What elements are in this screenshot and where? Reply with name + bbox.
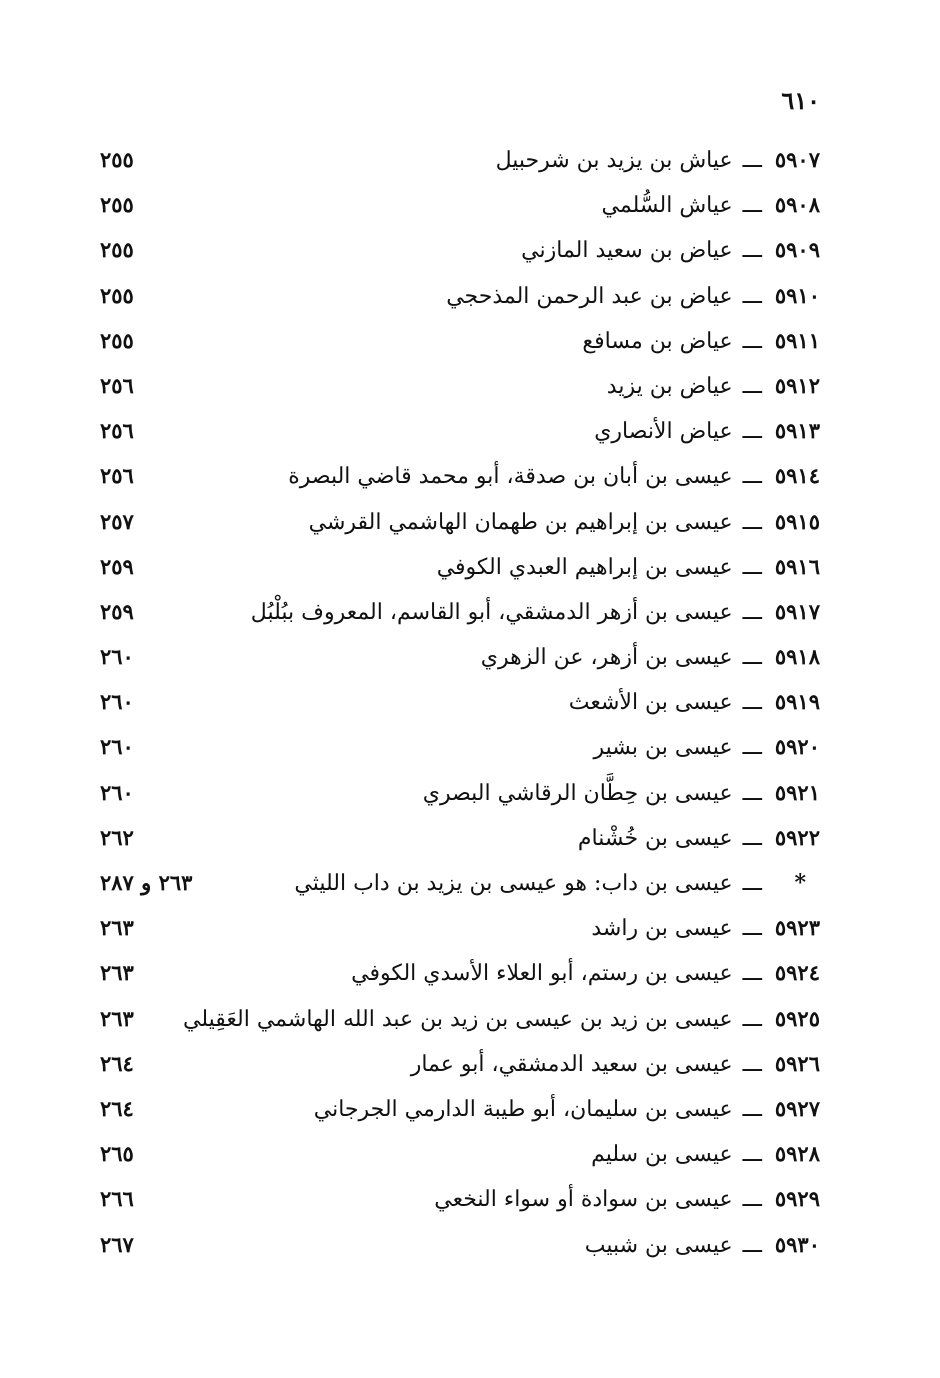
entry-page-ref: ٢٦٠: [100, 689, 134, 715]
entry-number: ٥٩١٥: [774, 508, 820, 534]
index-entry: [100, 276, 820, 321]
entry-number: ٥٩٢٠: [774, 734, 820, 760]
entry-page-ref: ٢٥٥: [100, 327, 134, 353]
index-entry: [100, 637, 820, 682]
entry-separator: ـــ: [742, 916, 762, 942]
entry-number: ٥٩٢٦: [774, 1050, 820, 1076]
entry-number: ٥٩١٤: [774, 463, 820, 489]
entry-separator: ـــ: [742, 554, 762, 580]
entry-number: ٥٩٢١: [774, 779, 820, 805]
index-entry: [100, 547, 820, 592]
index-entry: [100, 682, 820, 727]
entry-number: ٥٩٢٥: [774, 1005, 820, 1031]
index-entry: [100, 140, 820, 185]
entry-separator: ـــ: [742, 419, 762, 445]
entry-name: عيسى بن سليمان، أبو طيبة الدارمي الجرجاني: [313, 1096, 733, 1122]
entry-separator: ـــ: [742, 871, 762, 896]
asterisk-icon: *: [794, 870, 806, 896]
entry-separator: ـــ: [742, 735, 762, 761]
entry-page-ref: ٢٦٠: [100, 734, 134, 760]
entry-number: ٥٩١٧: [774, 598, 820, 624]
index-entry: [100, 727, 820, 772]
entry-number: ٥٩٢٩: [774, 1186, 820, 1212]
entry-page-ref: ٢٥٩: [100, 553, 134, 579]
entry-name: عياض بن سعيد المازني: [521, 238, 733, 264]
entry-separator: ـــ: [742, 283, 762, 309]
entry-page-ref: ٢٦٤: [100, 1050, 134, 1076]
entry-name: عيسى بن شبيب: [584, 1232, 733, 1258]
entry-number: ٥٩٢٨: [774, 1141, 820, 1167]
entry-number: ٥٩٠٩: [774, 237, 820, 263]
entry-separator: ـــ: [742, 1142, 762, 1168]
entry-separator: ـــ: [742, 373, 762, 399]
entry-number: ٥٩١٦: [774, 553, 820, 579]
entry-separator: ـــ: [742, 690, 762, 716]
entry-page-ref: ٢٦٤: [100, 1095, 134, 1121]
entry-name: عيسى بن أبان بن صدقة، أبو محمد قاضي البصرة: [288, 464, 733, 490]
entry-separator: ـــ: [742, 825, 762, 851]
index-entry: [100, 908, 820, 953]
entry-name: عيسى بن سوادة أو سواء النخعي: [434, 1187, 733, 1213]
entry-number: ٥٩٢٧: [774, 1095, 820, 1121]
entry-page-ref: ٢٦٣: [100, 915, 134, 941]
index-entry: [100, 592, 820, 637]
entry-separator: ـــ: [742, 1187, 762, 1213]
index-entry: [100, 321, 820, 366]
entry-page-ref: ٢٦٧: [100, 1231, 134, 1257]
entry-number: ٥٩٢٣: [774, 915, 820, 941]
entry-separator: ـــ: [742, 464, 762, 490]
entry-page-ref: ٢٦٣: [100, 1005, 134, 1031]
entry-page-ref: ٢٥٦: [100, 372, 134, 398]
entry-number: ٥٩١١: [774, 327, 820, 353]
index-entry: [100, 953, 820, 998]
entry-number: ٥٩٠٧: [774, 147, 820, 172]
entry-number: ٥٩٠٨: [774, 192, 820, 218]
entry-number: ٥٩١٩: [774, 689, 820, 715]
entry-name: عياض بن يزيد: [606, 373, 733, 399]
entry-name: عيسى بن أزهر، عن الزهري: [480, 645, 733, 671]
entry-name: عيسى بن إبراهيم العبدي الكوفي: [436, 554, 733, 580]
entry-separator: ـــ: [742, 509, 762, 535]
entry-page-ref: ٢٦٦: [100, 1186, 134, 1212]
page-number: ٦١٠: [781, 86, 820, 115]
entry-separator: ـــ: [742, 328, 762, 354]
entry-separator: ـــ: [742, 780, 762, 806]
entry-name: عياض بن مسافع: [582, 328, 733, 354]
index-entry: [100, 456, 820, 501]
index-entry: [100, 1225, 820, 1270]
index-entry: [100, 1134, 820, 1179]
entry-page-ref: ٢٦٠: [100, 779, 134, 805]
index-entry-cross-reference: [100, 863, 820, 908]
index-entry: [100, 411, 820, 456]
entry-page-ref: ٢٦٢: [100, 824, 134, 850]
index-entry: [100, 773, 820, 818]
index-entry: [100, 502, 820, 547]
entry-page-ref: ٢٥٦: [100, 418, 134, 444]
entry-page-ref: ٢٥٥: [100, 237, 134, 263]
entry-page-ref: ٢٥٦: [100, 463, 134, 489]
entry-name: عيسى بن إبراهيم بن طهمان الهاشمي القرشي: [308, 509, 733, 535]
index-entry: [100, 1089, 820, 1134]
entry-name: عيسى بن حِطَّان الرقاشي البصري: [422, 780, 733, 806]
entry-name: عياش بن يزيد بن شرحبيل: [495, 148, 733, 173]
entry-separator: ـــ: [742, 238, 762, 264]
entry-number: ٥٩١٨: [774, 644, 820, 670]
entry-name: عيسى بن سعيد الدمشقي، أبو عمار: [410, 1051, 733, 1077]
entry-number: ٥٩٣٠: [774, 1231, 820, 1257]
entry-name: عيسى بن داب: هو عيسى بن يزيد بن داب الليثي: [294, 871, 733, 896]
entry-name: عياض الأنصاري: [594, 419, 733, 445]
entry-separator: ـــ: [742, 1051, 762, 1077]
entry-page-ref: ٢٥٥: [100, 192, 134, 218]
index-entry: [100, 185, 820, 230]
entry-number: ٥٩١٢: [774, 372, 820, 398]
index-entries: [100, 140, 820, 1270]
index-entry: [100, 1044, 820, 1089]
entry-name: عيسى بن أزهر الدمشقي، أبو القاسم، المعروف ببُلْبُل: [250, 599, 733, 625]
index-entry: [100, 230, 820, 275]
entry-page-ref: ٢٥٥: [100, 147, 134, 172]
entry-separator: ـــ: [742, 1232, 762, 1258]
entry-page-ref: ٢٦٣ و ٢٨٧: [100, 870, 193, 895]
index-entry: [100, 999, 820, 1044]
entry-separator: ـــ: [742, 961, 762, 987]
entry-name: عياض بن عبد الرحمن المذحجي: [446, 283, 733, 309]
entry-separator: ـــ: [742, 1096, 762, 1122]
entry-name: عيسى بن بشير: [593, 735, 733, 761]
entry-page-ref: ٢٦٠: [100, 644, 134, 670]
entry-page-ref: ٢٥٧: [100, 508, 134, 534]
entry-name: عياش السُّلمي: [601, 193, 733, 219]
entry-name: عيسى بن زيد بن عيسى بن زيد بن عبد الله الهاشمي العَقِيلي: [183, 1006, 733, 1032]
entry-name: عيسى بن الأشعث: [568, 690, 733, 716]
entry-number: ٥٩١٣: [774, 418, 820, 444]
entry-separator: ـــ: [742, 599, 762, 625]
entry-name: عيسى بن راشد: [591, 916, 733, 942]
entry-separator: ـــ: [742, 1006, 762, 1032]
entry-separator: ـــ: [742, 193, 762, 219]
entry-number: ٥٩٢٤: [774, 960, 820, 986]
entry-page-ref: ٢٦٥: [100, 1141, 134, 1167]
entry-name: عيسى بن خُشْنام: [577, 825, 733, 851]
index-entry: [100, 366, 820, 411]
entry-page-ref: ٢٥٩: [100, 598, 134, 624]
entry-page-ref: ٢٦٣: [100, 960, 134, 986]
entry-name: عيسى بن رستم، أبو العلاء الأسدي الكوفي: [351, 961, 733, 987]
entry-number: ٥٩١٠: [774, 282, 820, 308]
entry-number: ٥٩٢٢: [774, 824, 820, 850]
entry-page-ref: ٢٥٥: [100, 282, 134, 308]
entry-separator: ـــ: [742, 645, 762, 671]
entry-separator: ـــ: [742, 148, 762, 173]
index-entry: [100, 1179, 820, 1224]
entry-name: عيسى بن سليم: [591, 1142, 733, 1168]
index-entry: [100, 818, 820, 863]
